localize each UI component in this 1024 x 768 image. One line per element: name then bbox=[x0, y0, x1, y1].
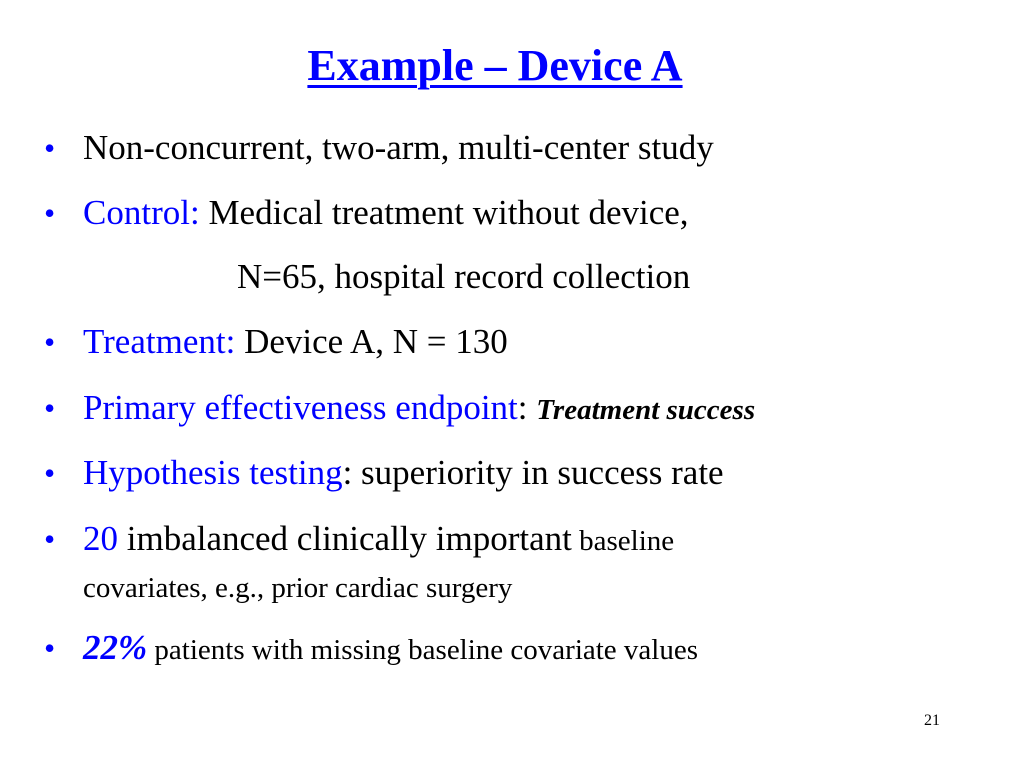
bullet-label: Hypothesis testing bbox=[83, 453, 343, 492]
page-number: 21 bbox=[924, 712, 940, 729]
bullet-icon: • bbox=[44, 324, 56, 360]
bullet-icon: • bbox=[44, 195, 56, 231]
bullet-label: Control: bbox=[83, 193, 200, 232]
bullet-emphasis: Treatment success bbox=[536, 394, 756, 426]
bullet-label: Primary effectiveness endpoint bbox=[83, 388, 518, 427]
slide-title: Example – Device A bbox=[307, 41, 683, 90]
bullet-label: 20 bbox=[83, 519, 118, 558]
bullet-icon: • bbox=[44, 130, 56, 166]
bullet-icon: • bbox=[44, 521, 56, 557]
bullet-text: : superiority in success rate bbox=[342, 453, 724, 492]
bullet-text: imbalanced clinically important bbox=[118, 519, 572, 558]
bullet-label: 22% bbox=[83, 628, 148, 667]
bullet-icon: • bbox=[44, 455, 56, 491]
bullet-icon: • bbox=[44, 390, 56, 426]
bullet-text: Device A, N = 130 bbox=[235, 322, 508, 361]
bullet-separator: : bbox=[517, 388, 537, 427]
bullet-text-small: baseline bbox=[571, 525, 675, 557]
bullet-text-small: patients with missing baseline covariate values bbox=[147, 634, 699, 666]
bullet-text: Medical treatment without device, bbox=[199, 193, 689, 232]
bullet-text: Non-concurrent, two-arm, multi-center study bbox=[83, 128, 714, 167]
bullet-continuation-covariates: covariates, e.g., prior cardiac surgery bbox=[83, 572, 513, 604]
bullet-label: Treatment: bbox=[83, 322, 236, 361]
bullet-continuation-control: N=65, hospital record collection bbox=[237, 257, 691, 296]
bullet-icon: • bbox=[44, 630, 56, 666]
